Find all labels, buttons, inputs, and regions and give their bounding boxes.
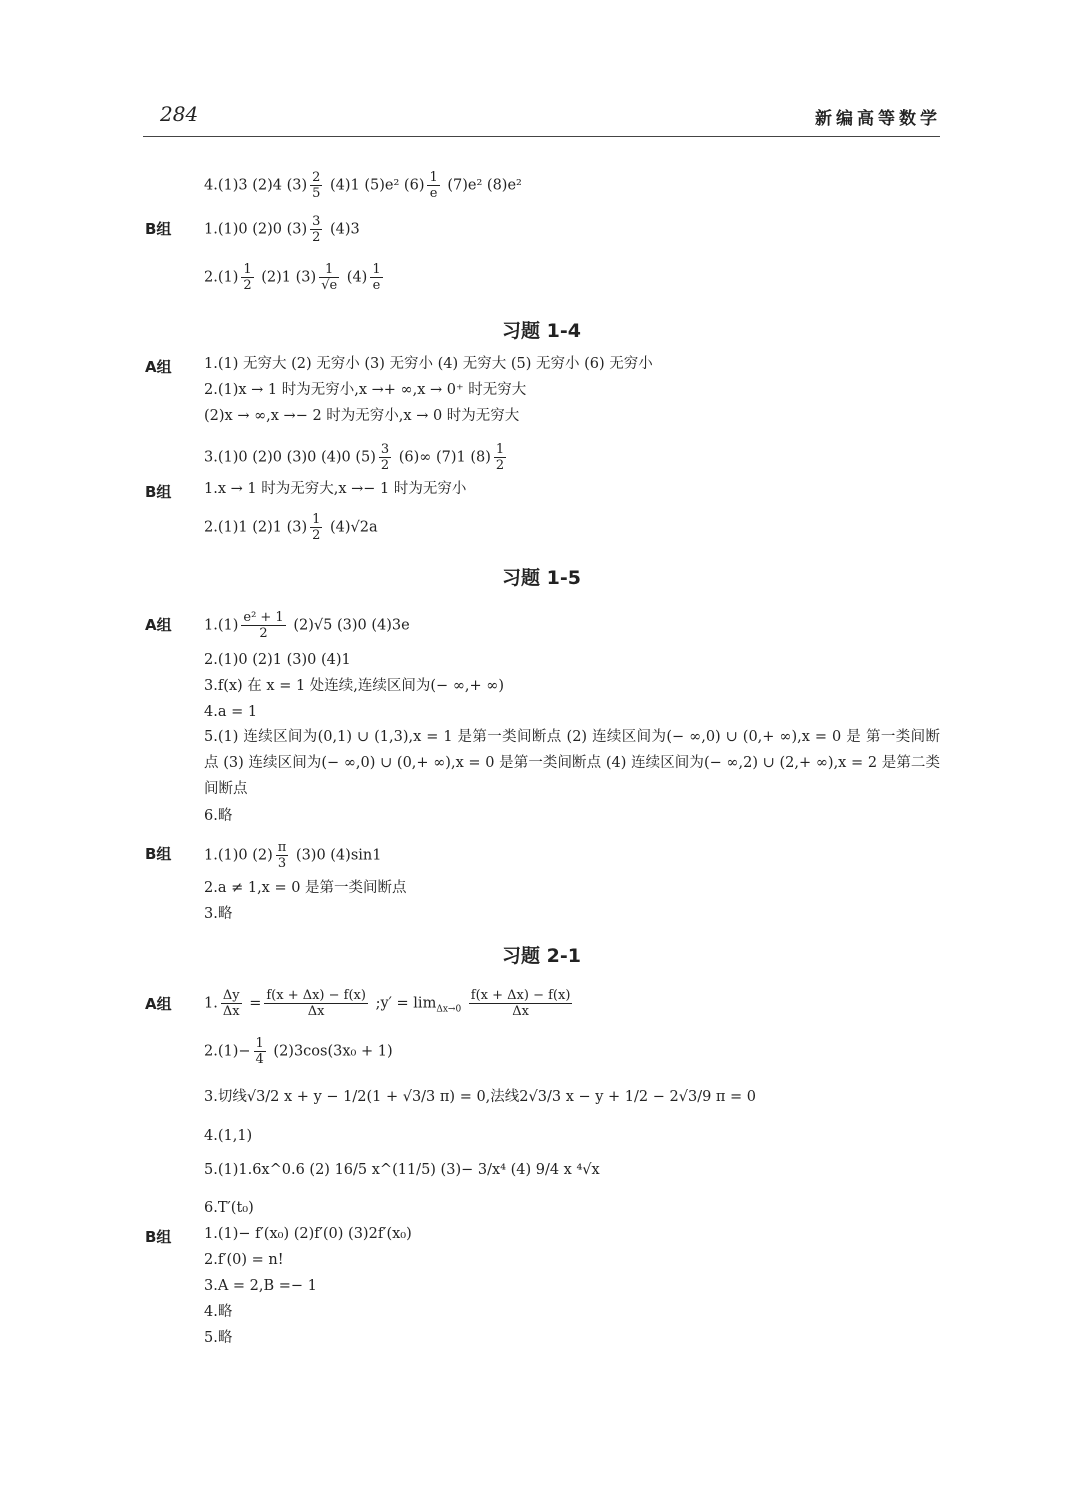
answer-line: 1.(1) $\frac{\text{e² + 1}}{2}$ (2)√5 (3)0 (4)3e bbox=[204, 610, 410, 641]
answer-line: 1.(1)0 (2) $\frac{\pi}{3}$ (3)0 (4)sin1 bbox=[204, 840, 382, 871]
section-title: 习题 1-5 bbox=[502, 567, 581, 589]
answer-line: 2.(1)1 (2)1 (3) $\frac{1}{2}$ (4)√2a bbox=[204, 512, 378, 543]
group-label: B组 bbox=[145, 220, 172, 238]
answer-paragraph: 5.(1) 连续区间为(0,1) ∪ (1,3),x = 1 是第一类间断点 (2) 连续区间为(− ∞,0) ∪ (0,+ ∞),x = 0 是 第一类间断点 (3) 连续区间为(− ∞,0) ∪ (0,+ ∞),x = 0 是第一类间断点 (4) 连续区间为(− ∞,2) ∪ (2,+ ∞),x = 2 是第二类间断点 bbox=[204, 729, 940, 797]
answer-line: (2)x → ∞,x →− 2 时为无穷小,x → 0 时为无穷大 bbox=[204, 408, 520, 424]
answer-line: 2.(1) $\frac{1}{2}$ (2)1 (3) $\frac{1}{√e}$ (4) $\frac{1}{e}$ bbox=[204, 262, 381, 293]
answer-line: 2.(1)x → 1 时为无穷小,x →+ ∞,x → 0⁺ 时无穷大 bbox=[204, 382, 527, 398]
answer-line: 4.(1)3 (2)4 (3) $\frac{2}{5}$ (4)1 (5)e² (6) $\frac{1}{e}$ (7)e² (8)e² bbox=[204, 170, 522, 201]
answer-line: 1.x → 1 时为无穷大,x →− 1 时为无穷小 bbox=[204, 481, 467, 497]
fraction: $\frac{2}{5}$ bbox=[312, 170, 321, 201]
group-label: B组 bbox=[145, 1228, 172, 1246]
answer-line: 5.(1)1.6x^0.6 (2) 16/5 x^(11/5) (3)− 3/x⁴ (4) 9/4 x ⁴√x bbox=[204, 1162, 600, 1178]
answer-line: 4.略 bbox=[204, 1304, 233, 1320]
answer-line: 6.T′(t₀) bbox=[204, 1200, 254, 1216]
answer-line: 2.f′(0) = n! bbox=[204, 1252, 284, 1268]
answer-line: 1.(1) 无穷大 (2) 无穷小 (3) 无穷小 (4) 无穷大 (5) 无穷小 (6) 无穷小 bbox=[204, 356, 653, 372]
answer-line: 3.切线√3/2 x + y − 1/2(1 + √3/3 π) = 0,法线2√3/3 x − y + 1/2 − 2√3/9 π = 0 bbox=[204, 1089, 757, 1105]
answer-line: 1.(1)0 (2)0 (3) $\frac{3}{2}$ (4)3 bbox=[204, 214, 360, 245]
answer-line: 6.略 bbox=[204, 808, 233, 824]
group-label: A组 bbox=[145, 995, 172, 1013]
header-rule bbox=[143, 136, 940, 137]
fraction: $\frac{1}{e}$ bbox=[429, 170, 438, 201]
answer-line: 4.(1,1) bbox=[204, 1128, 253, 1144]
answer-line: 2.(1)0 (2)1 (3)0 (4)1 bbox=[204, 652, 351, 668]
page-number: 284 bbox=[160, 102, 199, 126]
answer-line: 1. $\frac{\Delta y}{\Delta x}$ = $\frac{f(x + \Delta x) - f(x)}{\Delta x}$ ;y′ = $\lim_{\Delta x\to 0}$ $\frac{f(x + \Delta x) - f(x)}{\Delta x}$ bbox=[204, 988, 571, 1019]
section-title: 习题 1-4 bbox=[502, 320, 581, 342]
group-label: A组 bbox=[145, 616, 172, 634]
group-label: A组 bbox=[145, 358, 172, 376]
answer-line: 5.略 bbox=[204, 1330, 233, 1346]
answer-line: 1.(1)− f′(x₀) (2)f′(0) (3)2f′(x₀) bbox=[204, 1226, 412, 1242]
answer-line: 3.(1)0 (2)0 (3)0 (4)0 (5) $\frac{3}{2}$ (6)∞ (7)1 (8) $\frac{1}{2}$ bbox=[204, 442, 505, 473]
book-title: 新编高等数学 bbox=[815, 109, 941, 129]
answer-line: 2.(1)− $\frac{1}{4}$ (2)3cos(3x₀ + 1) bbox=[204, 1036, 393, 1067]
group-label: B组 bbox=[145, 483, 172, 501]
answer-line: 2.a ≠ 1,x = 0 是第一类间断点 bbox=[204, 880, 407, 896]
answer-line: 3.f(x) 在 x = 1 处连续,连续区间为(− ∞,+ ∞) bbox=[204, 678, 504, 694]
answer-line: 3.A = 2,B =− 1 bbox=[204, 1278, 317, 1294]
answer-line: 3.略 bbox=[204, 906, 233, 922]
group-label: B组 bbox=[145, 845, 172, 863]
answer-line: 4.a = 1 bbox=[204, 704, 258, 720]
section-title: 习题 2-1 bbox=[502, 945, 581, 967]
